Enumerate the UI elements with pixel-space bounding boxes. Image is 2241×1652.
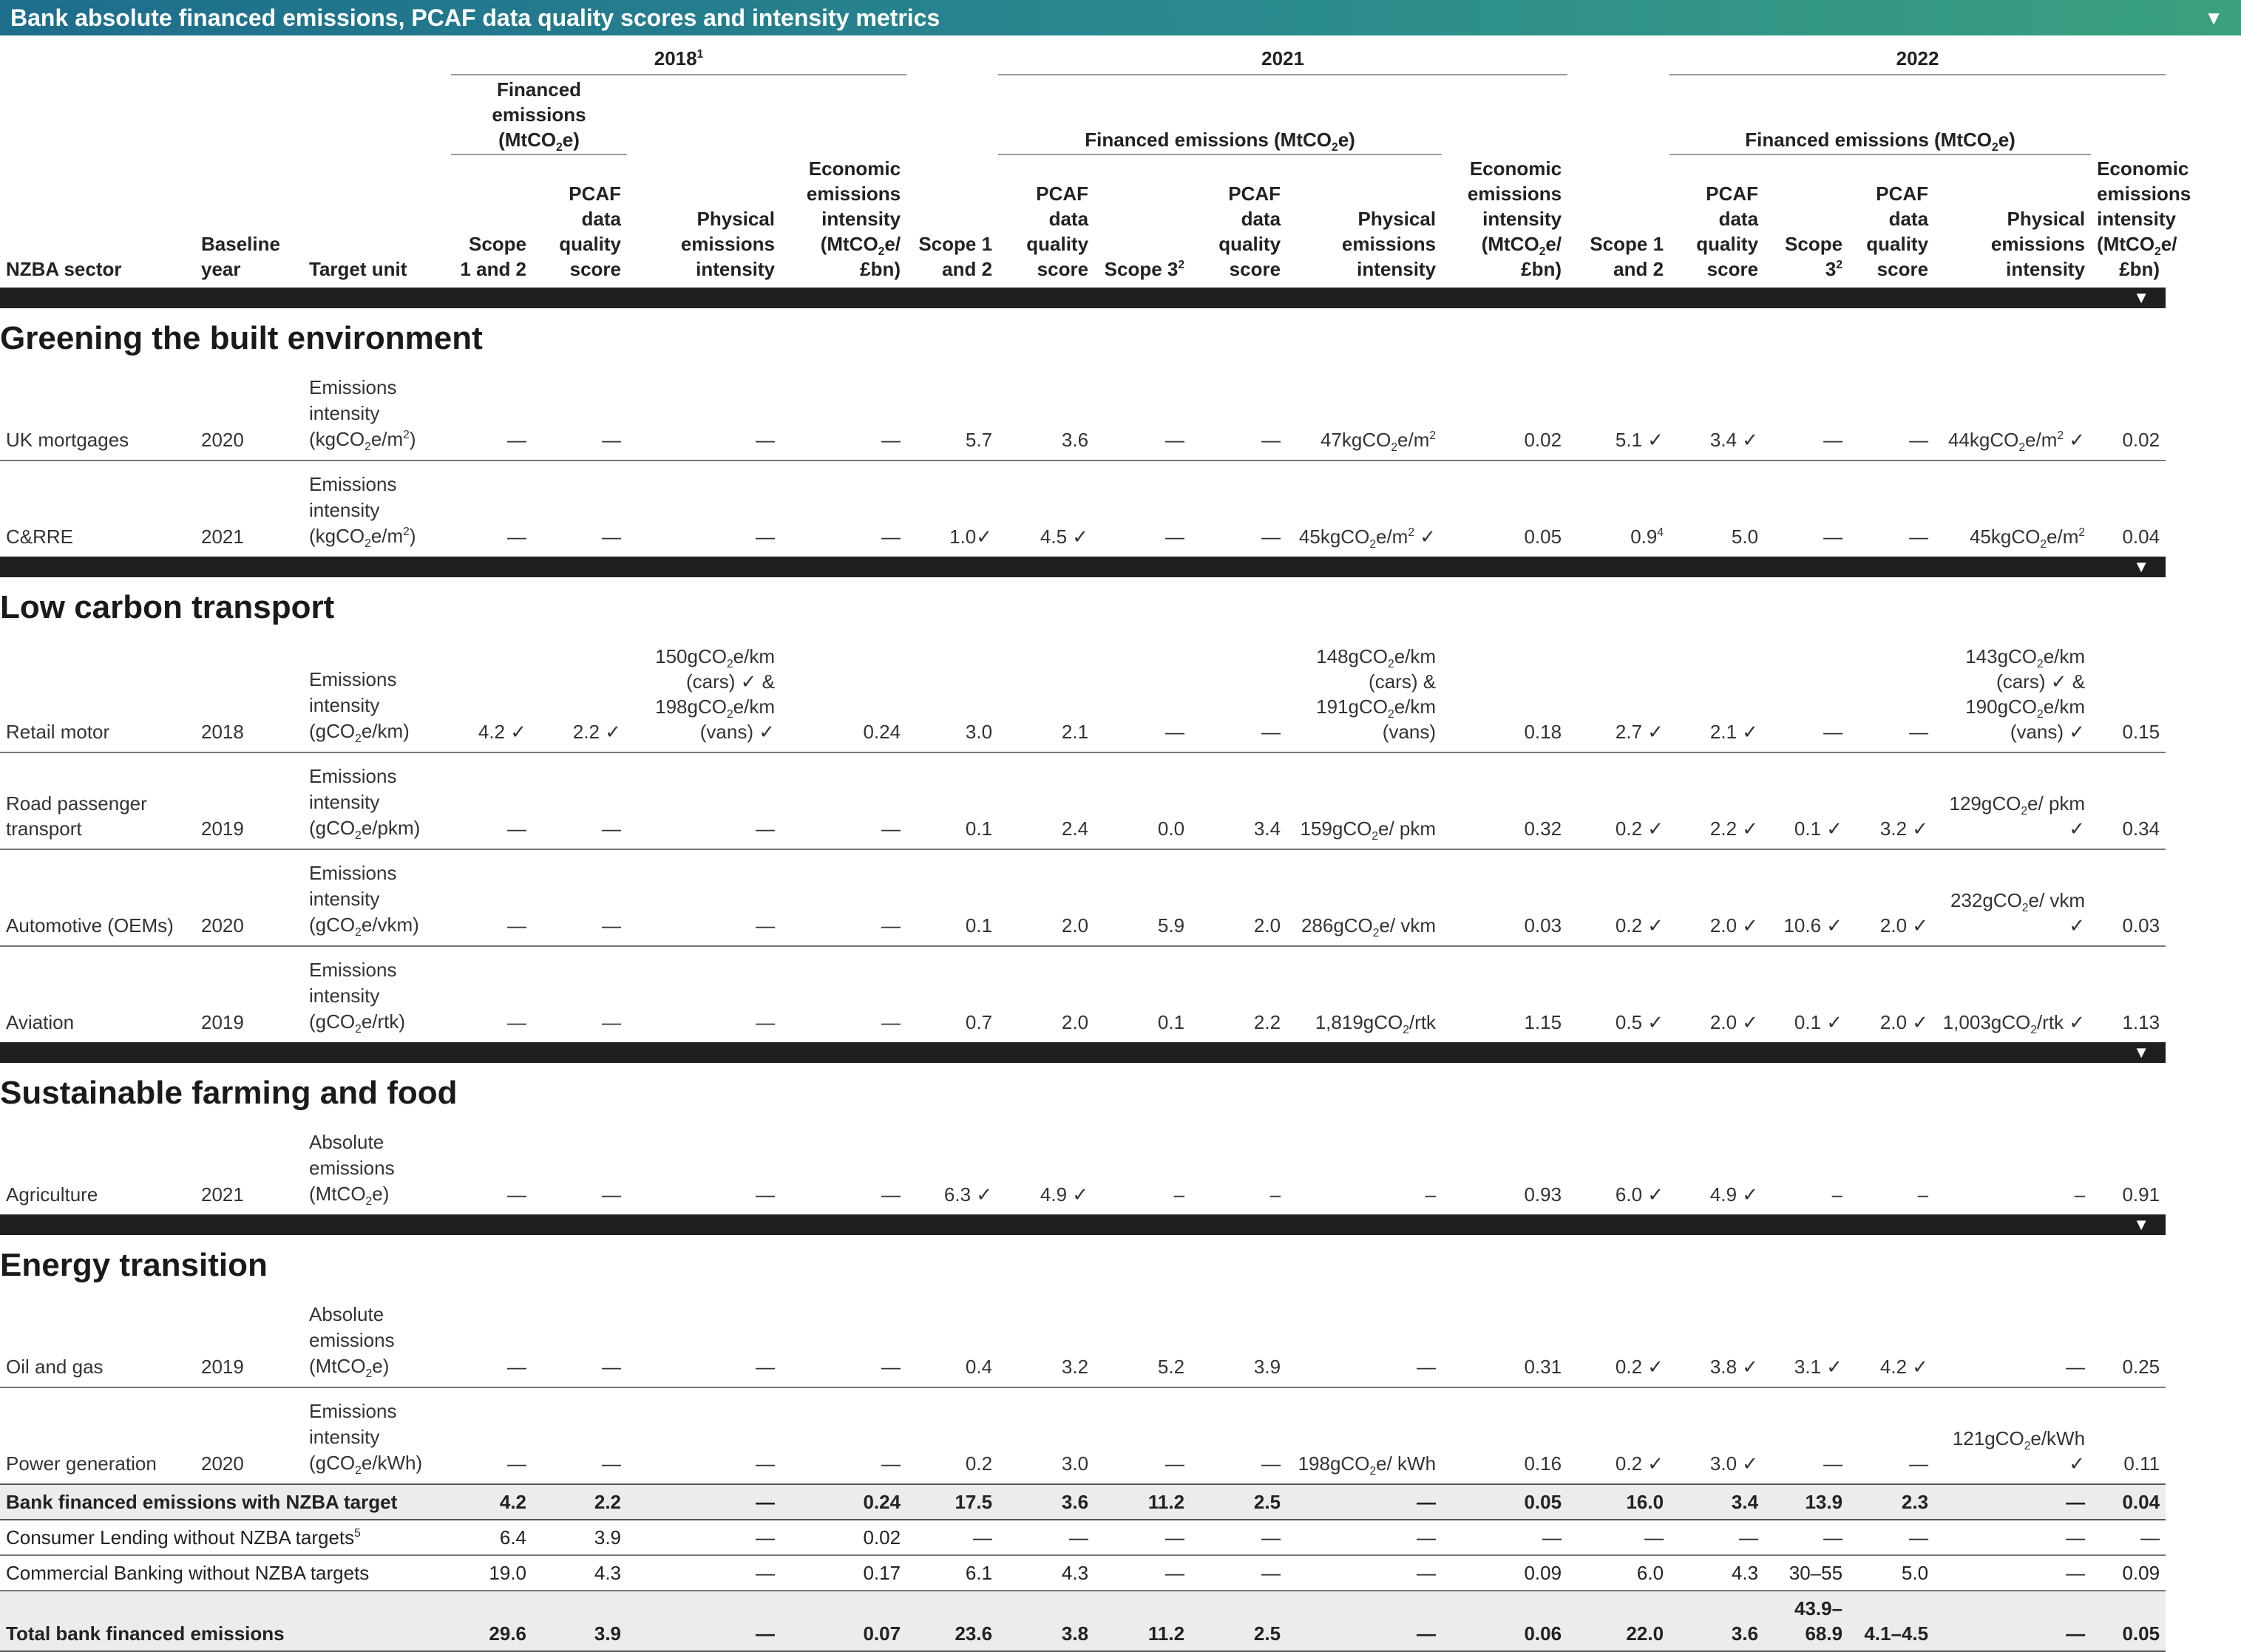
data-cell: 143gCO$_2$e/km (cars) ✓ & 190gCO$_2$e/km (vans) ✓: [1934, 633, 2091, 752]
year-header-2021: 2021: [998, 44, 1567, 75]
data-cell: 3.0: [906, 633, 998, 752]
data-cell: 0.1 ✓: [1794, 1011, 1843, 1033]
data-cell: 3.4 ✓: [1669, 364, 1764, 460]
col-header-econ: Economic emissions intensity (MtCO$_2$e/ £bn): [806, 157, 901, 280]
data-cell: 2.1 ✓: [1669, 633, 1764, 752]
baseline-year: 2018: [195, 633, 303, 752]
emissions-table: [0, 44, 2241, 1652]
data-cell: —: [1823, 526, 1843, 548]
data-cell: 0.02: [781, 1520, 906, 1555]
data-cell: 4.2 ✓: [451, 633, 532, 752]
data-cell: 5.0: [1731, 526, 1759, 548]
col-header-phys: Physical emissions intensity: [680, 208, 776, 280]
data-cell: 0.15: [2091, 633, 2166, 752]
data-cell: 2.0 ✓: [1848, 849, 1934, 946]
fe-header-2018: Financed emissions (MtCO$_2$e): [451, 75, 627, 154]
data-cell: —: [1286, 1484, 1442, 1520]
data-cell: 0.2 ✓: [1615, 1452, 1664, 1475]
col-header-pcaf: PCAF data quality score: [559, 183, 622, 280]
data-cell: 0.2 ✓: [1567, 849, 1669, 946]
data-cell: 0.2 ✓: [1567, 1291, 1669, 1387]
data-cell: 4.3: [998, 1555, 1094, 1591]
data-cell: 10.6 ✓: [1764, 849, 1848, 946]
data-cell: 3.9: [532, 1520, 627, 1555]
data-cell: 0.25: [2091, 1291, 2166, 1387]
data-cell: 2.2: [532, 1484, 627, 1520]
col-header-pcaf: PCAF data quality score: [1696, 183, 1759, 280]
data-cell: 0.03: [1442, 849, 1567, 946]
data-cell: —: [507, 1183, 527, 1206]
data-cell: —: [451, 1291, 532, 1387]
data-cell: –: [1425, 1183, 1437, 1206]
summary-label: Consumer Lending without NZBA targets$^5$: [0, 1520, 451, 1555]
data-cell: —: [1934, 1484, 2091, 1520]
data-cell: 3.2 ✓: [1848, 752, 1934, 849]
data-cell: 0.1: [906, 752, 998, 849]
col-header-econ: Economic emissions intensity (MtCO$_2$e/ £bn): [2097, 157, 2191, 280]
data-cell: 4.5 ✓: [1040, 526, 1089, 548]
data-cell: 0.04: [2122, 526, 2160, 548]
data-cell: —: [1286, 1591, 1442, 1651]
data-cell: —: [1934, 1591, 2091, 1651]
data-cell: —: [781, 849, 906, 946]
col-header-phys: Physical emissions intensity: [1990, 208, 2086, 280]
data-cell: 0.91: [2122, 1183, 2160, 1206]
data-cell: —: [1669, 1520, 1764, 1555]
table-row: [0, 460, 2241, 557]
data-cell: 5.7: [906, 364, 998, 460]
table-row: [0, 1119, 2241, 1214]
data-cell: —: [627, 1591, 781, 1651]
data-cell: —: [756, 1183, 776, 1206]
data-cell: —: [1190, 1555, 1286, 1591]
data-cell: $45kgCO_2e/m^2$ ✓: [1298, 526, 1437, 551]
target-unit: Emissions intensity $(kgCO_2e/m^2)$: [309, 473, 416, 550]
data-cell: —: [1286, 1555, 1442, 1591]
col-header-pcaf: PCAF data quality score: [1866, 183, 1929, 280]
data-cell: —: [1764, 364, 1848, 460]
data-cell: 4.9 ✓: [1040, 1183, 1089, 1206]
data-cell: 29.6: [451, 1591, 532, 1651]
data-cell: 43.9–68.9: [1764, 1591, 1848, 1651]
summary-label: Bank financed emissions with NZBA target: [0, 1484, 451, 1520]
target-unit: Emissions intensity (gCO$_2$e/kWh): [309, 1400, 423, 1477]
data-cell: 4.9 ✓: [1709, 1183, 1759, 1206]
data-cell: —: [627, 1555, 781, 1591]
col-header-scope3: Scope $3^2$: [1785, 233, 1843, 280]
data-cell: 1.15: [1524, 1011, 1562, 1033]
data-cell: —: [1909, 1452, 1929, 1475]
data-cell: —: [1934, 1291, 2091, 1387]
data-cell: 4.3: [1669, 1555, 1764, 1591]
data-cell: —: [1848, 1520, 1934, 1555]
target-unit: Emissions intensity (gCO$_2$e/rtk): [309, 959, 406, 1036]
data-cell: 0.18: [1442, 633, 1567, 752]
data-cell: —: [602, 1011, 622, 1033]
sector-name: Road passenger transport: [0, 752, 195, 849]
col-header-baseline: Baseline year: [201, 233, 280, 280]
section-title: Sustainable farming and food: [0, 1075, 458, 1111]
data-cell: —: [1094, 633, 1190, 752]
data-cell: —: [532, 849, 627, 946]
data-cell: 3.0 ✓: [1709, 1452, 1759, 1475]
data-cell: –: [1269, 1183, 1281, 1206]
data-cell: —: [627, 364, 781, 460]
baseline-year: 2021: [201, 1183, 244, 1206]
section-title: Low carbon transport: [0, 589, 335, 625]
data-cell: 2.7 ✓: [1567, 633, 1669, 752]
data-cell: 1.0✓: [949, 526, 993, 548]
data-cell: 3.0: [1061, 1452, 1089, 1475]
data-cell: 0.1 ✓: [1764, 752, 1848, 849]
data-cell: 0.4: [906, 1291, 998, 1387]
data-cell: —: [1764, 633, 1848, 752]
data-cell: 17.5: [906, 1484, 998, 1520]
sector-name: Retail motor: [0, 633, 195, 752]
col-header-scope3: Scope $3^2$: [1104, 258, 1185, 280]
table-row: [0, 633, 2241, 752]
data-cell: 11.2: [1094, 1591, 1190, 1651]
data-cell: 2.3: [1848, 1484, 1934, 1520]
summary-row: [0, 1591, 2241, 1651]
table-row: [0, 946, 2241, 1042]
data-cell: 11.2: [1094, 1484, 1190, 1520]
data-cell: 2.2 ✓: [1669, 752, 1764, 849]
sector-name: Automotive (OEMs): [0, 849, 195, 946]
col-header-pcaf: PCAF data quality score: [1026, 183, 1089, 280]
data-cell: 0.07: [781, 1591, 906, 1651]
data-cell: 0.31: [1442, 1291, 1567, 1387]
data-cell: 0.05: [2091, 1591, 2166, 1651]
data-cell: $45kgCO_2e/m^2$: [1969, 526, 2086, 551]
table-title-banner: [0, 0, 2241, 35]
section-divider: [0, 1214, 2166, 1235]
data-cell: 148gCO$_2$e/km (cars) & 191gCO$_2$e/km (vans): [1286, 633, 1442, 752]
sector-name: Power generation: [6, 1452, 157, 1475]
data-cell: 3.4: [1669, 1484, 1764, 1520]
data-cell: –: [2074, 1183, 2086, 1206]
data-cell: 0.34: [2091, 752, 2166, 849]
data-cell: —: [1286, 1291, 1442, 1387]
data-cell: 6.3 ✓: [943, 1183, 993, 1206]
data-cell: 3.8: [998, 1591, 1094, 1651]
col-header-scope12: Scope 1 and 2: [918, 233, 993, 280]
target-unit: Absolute emissions (MtCO$_2$e): [309, 1131, 395, 1208]
data-cell: 0.05: [1442, 1484, 1567, 1520]
data-cell: 0.5 ✓: [1615, 1011, 1664, 1033]
data-cell: 1.13: [2122, 1011, 2160, 1033]
data-cell: —: [602, 526, 622, 548]
data-cell: —: [881, 526, 901, 548]
baseline-year: 2019: [201, 1011, 244, 1033]
data-cell: —: [1261, 1452, 1281, 1475]
data-cell: —: [1190, 364, 1286, 460]
data-cell: —: [1848, 364, 1934, 460]
data-cell: —: [1165, 1452, 1185, 1475]
data-cell: 2.0 ✓: [1879, 1011, 1929, 1033]
col-header-scope12: Scope 1 and 2: [460, 233, 527, 280]
data-cell: 5.2: [1094, 1291, 1190, 1387]
data-cell: –: [1917, 1183, 1929, 1206]
data-cell: 150gCO$_2$e/km (cars) ✓ & 198gCO$_2$e/km (vans) ✓: [627, 633, 781, 752]
data-cell: 5.9: [1094, 849, 1190, 946]
data-cell: 3.6: [998, 364, 1094, 460]
data-cell: 3.9: [1190, 1291, 1286, 1387]
col-header-scope12: Scope 1 and 2: [1590, 233, 1664, 280]
data-cell: —: [2091, 1520, 2166, 1555]
data-cell: 0.93: [1524, 1183, 1562, 1206]
data-cell: 0.11: [2123, 1452, 2160, 1475]
data-cell: 0.24: [781, 633, 906, 752]
data-cell: —: [756, 1011, 776, 1033]
data-cell: —: [998, 1520, 1094, 1555]
data-cell: —: [1261, 526, 1281, 548]
table-row: [0, 364, 2241, 460]
data-cell: —: [1934, 1555, 2091, 1591]
data-cell: $0.9^4$: [1630, 526, 1664, 548]
data-cell: 2.5: [1190, 1591, 1286, 1651]
data-cell: —: [451, 752, 532, 849]
data-cell: —: [627, 849, 781, 946]
data-cell: 5.1 ✓: [1567, 364, 1669, 460]
data-cell: 6.0 ✓: [1615, 1183, 1664, 1206]
data-cell: 6.0: [1567, 1555, 1669, 1591]
data-cell: —: [881, 1183, 901, 1206]
data-cell: —: [1286, 1520, 1442, 1555]
sector-name: UK mortgages: [0, 364, 195, 460]
data-cell: 0.09: [1442, 1555, 1567, 1591]
data-cell: 3.8 ✓: [1669, 1291, 1764, 1387]
chevron-down-icon[interactable]: ▼: [2204, 6, 2223, 29]
data-cell: —: [1165, 526, 1185, 548]
year-header-2022: 2022: [1669, 44, 2166, 75]
data-cell: —: [781, 364, 906, 460]
chevron-down-icon[interactable]: ▼: [2133, 557, 2150, 576]
data-cell: 4.2 ✓: [1848, 1291, 1934, 1387]
summary-row: [0, 1520, 2241, 1555]
col-header-sector: NZBA sector: [6, 258, 122, 280]
data-cell: 6.4: [451, 1520, 532, 1555]
baseline-year: 2021: [201, 526, 244, 548]
data-cell: —: [1567, 1520, 1669, 1555]
data-cell: 0.24: [781, 1484, 906, 1520]
data-cell: 2.2 ✓: [532, 633, 627, 752]
baseline-year: 2020: [195, 364, 303, 460]
target-unit: Emissions intensity (gCO$_2$e/km): [303, 633, 451, 752]
data-cell: –: [1831, 1183, 1843, 1206]
data-cell: 232gCO$_2$e/ vkm ✓: [1934, 849, 2091, 946]
sector-name: Aviation: [6, 1011, 75, 1033]
data-cell: 19.0: [451, 1555, 532, 1591]
data-cell: —: [602, 1183, 622, 1206]
data-cell: —: [507, 526, 527, 548]
table-title: Bank absolute financed emissions, PCAF data quality scores and intensity metrics: [10, 4, 940, 31]
col-header-econ: Economic emissions intensity (MtCO$_2$e/ £bn): [1467, 157, 1562, 280]
data-cell: —: [1094, 1520, 1190, 1555]
data-cell: —: [881, 1011, 901, 1033]
data-cell: —: [627, 1291, 781, 1387]
data-cell: 4.1–4.5: [1848, 1591, 1934, 1651]
data-cell: 0.06: [1442, 1591, 1567, 1651]
target-unit: Emissions intensity (gCO$_2$e/pkm): [303, 752, 451, 849]
table-row: [0, 1291, 2241, 1387]
data-cell: 3.6: [1669, 1591, 1764, 1651]
data-cell: —: [627, 1520, 781, 1555]
data-cell: 2.4: [998, 752, 1094, 849]
data-cell: —: [507, 1011, 527, 1033]
data-cell: 13.9: [1764, 1484, 1848, 1520]
year-header-2018: 2018$^1$: [451, 44, 906, 75]
baseline-year: 2020: [195, 849, 303, 946]
data-cell: —: [1190, 633, 1286, 752]
data-cell: —: [1094, 1555, 1190, 1591]
data-cell: 0.05: [1524, 526, 1562, 548]
data-cell: 0.16: [1524, 1452, 1562, 1475]
data-cell: 3.2: [998, 1291, 1094, 1387]
data-cell: 121gCO$_2$e/kWh ✓: [1952, 1427, 2086, 1475]
chevron-down-icon[interactable]: ▼: [2133, 288, 2150, 307]
data-cell: 0.32: [1442, 752, 1567, 849]
chevron-down-icon[interactable]: ▼: [2133, 1043, 2150, 1061]
table-row: [0, 849, 2241, 946]
data-cell: 1,819gCO$_2$/rtk: [1315, 1011, 1437, 1036]
data-cell: 0.2: [965, 1452, 993, 1475]
table-row: [0, 1387, 2241, 1484]
data-cell: 5.0: [1848, 1555, 1934, 1591]
data-cell: 3.1 ✓: [1764, 1291, 1848, 1387]
data-cell: 4.2: [451, 1484, 532, 1520]
section-divider: [0, 288, 2166, 308]
section-divider: [0, 557, 2166, 577]
data-cell: —: [1823, 1452, 1843, 1475]
data-cell: 2.0: [1061, 1011, 1089, 1033]
data-cell: 16.0: [1567, 1484, 1669, 1520]
summary-label: Total bank financed emissions: [0, 1591, 451, 1651]
data-cell: 198gCO$_2$e/ kWh: [1298, 1452, 1437, 1478]
summary-row: [0, 1555, 2241, 1591]
data-cell: 3.6: [998, 1484, 1094, 1520]
data-cell: —: [451, 364, 532, 460]
data-cell: —: [627, 752, 781, 849]
data-cell: 0.04: [2091, 1484, 2166, 1520]
data-cell: 0.7: [965, 1011, 993, 1033]
sector-name: Agriculture: [6, 1183, 98, 1206]
data-cell: 2.1: [998, 633, 1094, 752]
table-row: [0, 752, 2241, 849]
col-header-pcaf: PCAF data quality score: [1218, 183, 1281, 280]
section-title: Greening the built environment: [0, 320, 483, 356]
data-cell: —: [1848, 633, 1934, 752]
data-cell: 0.0: [1094, 752, 1190, 849]
data-cell: —: [507, 1452, 527, 1475]
data-cell: —: [627, 1484, 781, 1520]
data-cell: —: [532, 752, 627, 849]
baseline-year: 2020: [201, 1452, 244, 1475]
fe-header-2021: Financed emissions (MtCO$_2$e): [998, 75, 1442, 154]
section-title: Energy transition: [0, 1247, 268, 1283]
data-cell: —: [756, 1452, 776, 1475]
data-cell: $44kgCO_2e/m^2$ ✓: [1934, 364, 2091, 460]
data-cell: 3.4: [1190, 752, 1286, 849]
chevron-down-icon[interactable]: ▼: [2133, 1215, 2150, 1234]
data-cell: 2.0 ✓: [1709, 1011, 1759, 1033]
data-cell: 2.2: [1253, 1011, 1281, 1033]
data-cell: 0.2 ✓: [1567, 752, 1669, 849]
data-cell: 3.9: [532, 1591, 627, 1651]
data-cell: —: [781, 1291, 906, 1387]
data-cell: —: [1442, 1520, 1567, 1555]
data-cell: 0.02: [2091, 364, 2166, 460]
data-cell: 129gCO$_2$e/ pkm ✓: [1934, 752, 2091, 849]
data-cell: 6.1: [906, 1555, 998, 1591]
data-cell: 0.09: [2091, 1555, 2166, 1591]
target-unit: Emissions intensity (gCO$_2$e/vkm): [303, 849, 451, 946]
data-cell: —: [1764, 1520, 1848, 1555]
data-cell: —: [881, 1452, 901, 1475]
data-cell: —: [1190, 1520, 1286, 1555]
data-cell: —: [781, 752, 906, 849]
data-cell: $47kgCO_2e/m^2$: [1286, 364, 1442, 460]
data-cell: —: [1909, 526, 1929, 548]
data-cell: 0.1: [906, 849, 998, 946]
data-cell: 4.3: [532, 1555, 627, 1591]
section-divider: [0, 1042, 2166, 1063]
data-cell: 2.0 ✓: [1669, 849, 1764, 946]
col-header-unit: Target unit: [309, 258, 407, 280]
target-unit: Absolute emissions (MtCO$_2$e): [303, 1291, 451, 1387]
data-cell: 286gCO$_2$e/ vkm: [1286, 849, 1442, 946]
data-cell: 22.0: [1567, 1591, 1669, 1651]
data-cell: 2.5: [1190, 1484, 1286, 1520]
target-unit: Emissions intensity $(kgCO_2e/m^2)$: [303, 364, 451, 460]
data-cell: 2.0: [1190, 849, 1286, 946]
baseline-year: 2019: [195, 1291, 303, 1387]
data-cell: 0.17: [781, 1555, 906, 1591]
data-cell: —: [906, 1520, 998, 1555]
data-cell: 2.0: [998, 849, 1094, 946]
data-cell: 0.1: [1157, 1011, 1185, 1033]
col-header-phys: Physical emissions intensity: [1341, 208, 1437, 280]
data-cell: 1,003gCO$_2$/rtk ✓: [1942, 1011, 2086, 1036]
data-cell: 0.03: [2091, 849, 2166, 946]
data-cell: —: [1094, 364, 1190, 460]
data-cell: –: [1173, 1183, 1185, 1206]
summary-label: Commercial Banking without NZBA targets: [0, 1555, 451, 1591]
data-cell: 159gCO$_2$e/ pkm: [1286, 752, 1442, 849]
data-cell: 30–55: [1764, 1555, 1848, 1591]
data-cell: 23.6: [906, 1591, 998, 1651]
data-cell: —: [1934, 1520, 2091, 1555]
fe-header-2022: Financed emissions (MtCO$_2$e): [1669, 75, 2091, 154]
data-cell: —: [532, 1291, 627, 1387]
sector-name: C&RRE: [6, 526, 74, 548]
sector-name: Oil and gas: [0, 1291, 195, 1387]
summary-row: [0, 1484, 2241, 1520]
data-cell: —: [602, 1452, 622, 1475]
data-cell: —: [451, 849, 532, 946]
data-cell: 0.02: [1442, 364, 1567, 460]
data-cell: —: [756, 526, 776, 548]
baseline-year: 2019: [195, 752, 303, 849]
data-cell: —: [532, 364, 627, 460]
